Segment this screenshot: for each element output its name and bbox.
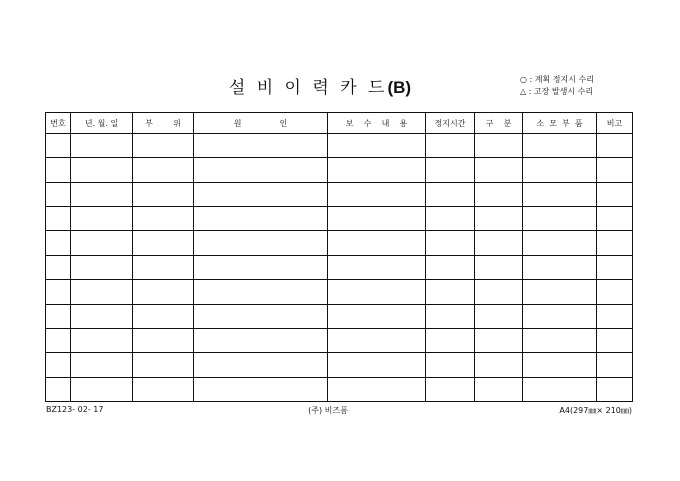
table-cell[interactable] [475,280,523,304]
table-cell[interactable] [426,328,475,352]
header-row [46,113,633,134]
table-cell[interactable] [475,158,523,182]
table-cell[interactable] [133,207,194,231]
table-cell[interactable] [328,353,426,377]
col-remarks: 비고 [597,113,633,134]
table-cell[interactable] [523,255,597,279]
table-cell[interactable] [194,134,328,158]
table-cell[interactable] [597,304,633,328]
table-cell[interactable] [194,304,328,328]
table-row [46,134,633,158]
table-cell[interactable] [71,231,133,255]
table-cell[interactable] [426,158,475,182]
table-cell[interactable] [523,207,597,231]
table-cell[interactable] [46,158,71,182]
table-cell[interactable] [46,231,71,255]
table-cell[interactable] [426,134,475,158]
table-cell[interactable] [597,207,633,231]
table-cell[interactable] [475,353,523,377]
table-cell[interactable] [133,280,194,304]
table-cell[interactable] [194,353,328,377]
col-type: 구 분 [475,113,523,134]
col-number: 번호 [46,113,71,134]
table-cell[interactable] [46,134,71,158]
table-cell[interactable] [426,304,475,328]
table-cell[interactable] [426,377,475,401]
table-cell[interactable] [523,328,597,352]
table-cell[interactable] [475,182,523,206]
table-row [46,377,633,401]
table-cell[interactable] [46,207,71,231]
table-cell[interactable] [328,255,426,279]
table-cell[interactable] [426,280,475,304]
table-cell[interactable] [71,134,133,158]
table-cell[interactable] [426,353,475,377]
table-cell[interactable] [194,182,328,206]
table-row [46,353,633,377]
table-cell[interactable] [71,182,133,206]
table-cell[interactable] [71,158,133,182]
table-cell[interactable] [133,231,194,255]
table-cell[interactable] [475,377,523,401]
table-cell[interactable] [133,255,194,279]
table-cell[interactable] [46,377,71,401]
table-cell[interactable] [46,255,71,279]
table-cell[interactable] [133,158,194,182]
table-cell[interactable] [46,182,71,206]
table-cell[interactable] [475,134,523,158]
table-row [46,207,633,231]
table-cell[interactable] [475,304,523,328]
col-parts-used: 소 모 부 품 [523,113,597,134]
table-row [46,182,633,206]
form-code: BZ123- 02- 17 [46,405,104,414]
table-cell[interactable] [523,182,597,206]
table-cell[interactable] [597,328,633,352]
table-cell[interactable] [426,182,475,206]
table-cell[interactable] [597,255,633,279]
table-cell[interactable] [523,353,597,377]
table-cell[interactable] [71,255,133,279]
table-cell[interactable] [194,158,328,182]
table-body [46,134,633,402]
col-cause: 원 인 [194,113,328,134]
table-cell[interactable] [133,328,194,352]
table-cell[interactable] [523,304,597,328]
table-row [46,231,633,255]
table-cell[interactable] [71,328,133,352]
table-cell[interactable] [71,353,133,377]
paper-size: A4(297㎜× 210㎜) [559,406,632,415]
table-cell[interactable] [426,255,475,279]
table-cell[interactable] [597,134,633,158]
table-cell[interactable] [475,207,523,231]
table-cell[interactable] [328,304,426,328]
table-cell[interactable] [597,353,633,377]
table-cell[interactable] [328,231,426,255]
table-row [46,255,633,279]
form-title-text: 설 비 이 력 카 드 [228,78,388,98]
table-cell[interactable] [71,207,133,231]
col-date: 년. 월. 일 [71,113,133,134]
table-cell[interactable] [597,231,633,255]
table-cell[interactable] [597,158,633,182]
table-cell[interactable] [133,182,194,206]
table-row [46,280,633,304]
publisher: (주) 비즈폼 [308,406,348,415]
table-cell[interactable] [475,231,523,255]
table-row [46,304,633,328]
legend [520,74,594,98]
table-cell[interactable] [71,304,133,328]
table-cell[interactable] [194,255,328,279]
table-cell[interactable] [523,280,597,304]
table-cell[interactable] [46,280,71,304]
table-cell[interactable] [71,377,133,401]
table-cell[interactable] [133,377,194,401]
table-cell[interactable] [46,353,71,377]
table-cell[interactable] [194,328,328,352]
table-cell[interactable] [597,280,633,304]
legend-breakdown: △ : 고장 발생시 수리 [520,87,594,96]
table-cell[interactable] [46,328,71,352]
table-cell[interactable] [133,134,194,158]
table-cell[interactable] [46,304,71,328]
col-repair: 보 수 내 용 [328,113,426,134]
table-cell[interactable] [194,377,328,401]
table-cell[interactable] [328,158,426,182]
table-cell[interactable] [426,207,475,231]
table-cell[interactable] [133,304,194,328]
table-cell[interactable] [328,207,426,231]
table-cell[interactable] [597,182,633,206]
history-table [45,112,633,402]
table-cell[interactable] [523,158,597,182]
table-cell[interactable] [523,134,597,158]
form-title-suffix: (B) [387,78,412,97]
table-row [46,158,633,182]
table-cell[interactable] [328,328,426,352]
table-cell[interactable] [328,377,426,401]
table-cell[interactable] [426,231,475,255]
table-cell[interactable] [71,280,133,304]
col-part: 부 위 [133,113,194,134]
table-cell[interactable] [194,280,328,304]
table-row [46,328,633,352]
table-cell[interactable] [328,182,426,206]
col-downtime: 정지시간 [426,113,475,134]
table-cell[interactable] [194,231,328,255]
legend-planned: ○ : 계획 정지시 수리 [520,75,594,84]
table-cell[interactable] [328,134,426,158]
table-cell[interactable] [475,255,523,279]
table-cell[interactable] [328,280,426,304]
table-cell[interactable] [597,377,633,401]
table-cell[interactable] [194,207,328,231]
table-cell[interactable] [475,328,523,352]
table-cell[interactable] [523,231,597,255]
table-cell[interactable] [523,377,597,401]
table-cell[interactable] [133,353,194,377]
